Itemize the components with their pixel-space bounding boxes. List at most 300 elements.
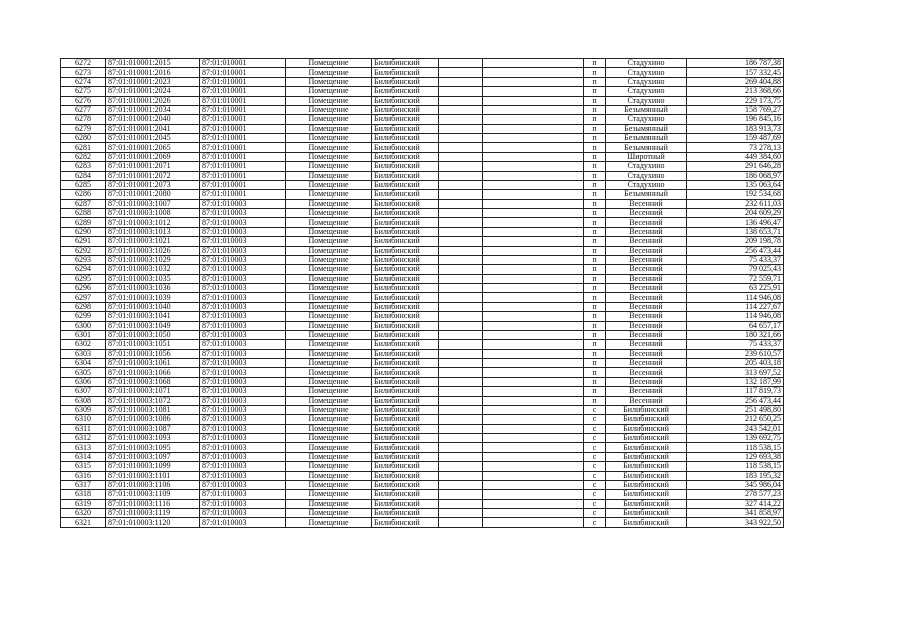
table-row (61, 134, 784, 143)
row-number: 6303 (61, 349, 106, 358)
district: Билибинский (372, 162, 439, 171)
empty-cell (439, 265, 483, 274)
district: Билибинский (372, 68, 439, 77)
empty-cell (483, 284, 584, 293)
cadastral-number: 87:01:010003:1049 (106, 321, 200, 330)
empty-cell (483, 415, 584, 424)
row-number: 6314 (61, 452, 106, 461)
table-row (61, 424, 784, 433)
cadastral-quarter: 87:01:010003 (200, 349, 286, 358)
cadastral-number: 87:01:010003:1068 (106, 377, 200, 386)
table-row (61, 518, 784, 527)
district: Билибинский (372, 368, 439, 377)
empty-cell (483, 209, 584, 218)
table-row (61, 237, 784, 246)
cadastral-number: 87:01:010003:1120 (106, 518, 200, 527)
empty-cell (439, 359, 483, 368)
settlement-name: Билибинский (606, 443, 687, 452)
settlement-type: с (584, 434, 606, 443)
settlement-name: Безымянный (606, 190, 687, 199)
empty-cell (439, 152, 483, 161)
settlement-name: Весенний (606, 237, 687, 246)
cadastral-value: 132 187,99 (687, 377, 784, 386)
table-row (61, 415, 784, 424)
row-number: 6310 (61, 415, 106, 424)
cadastral-number: 87:01:010003:1119 (106, 509, 200, 518)
empty-cell (439, 274, 483, 283)
cadastral-number: 87:01:010003:1032 (106, 265, 200, 274)
cadastral-quarter: 87:01:010003 (200, 255, 286, 264)
object-type: Помещение (286, 396, 372, 405)
district: Билибинский (372, 312, 439, 321)
cadastral-quarter: 87:01:010003 (200, 321, 286, 330)
cadastral-value: 180 321,66 (687, 330, 784, 339)
object-type: Помещение (286, 443, 372, 452)
district: Билибинский (372, 246, 439, 255)
cadastral-number: 87:01:010001:2016 (106, 68, 200, 77)
empty-cell (483, 490, 584, 499)
district: Билибинский (372, 321, 439, 330)
empty-cell (439, 452, 483, 461)
cadastral-value: 256 473,44 (687, 246, 784, 255)
cadastral-quarter: 87:01:010003 (200, 218, 286, 227)
cadastral-value: 229 173,75 (687, 96, 784, 105)
settlement-name: Билибинский (606, 424, 687, 433)
empty-cell (439, 105, 483, 114)
empty-cell (483, 171, 584, 180)
row-number: 6277 (61, 105, 106, 114)
row-number: 6281 (61, 143, 106, 152)
object-type: Помещение (286, 359, 372, 368)
cadastral-value: 345 986,04 (687, 480, 784, 489)
empty-cell (439, 246, 483, 255)
empty-cell (439, 424, 483, 433)
table-row (61, 96, 784, 105)
row-number: 6305 (61, 368, 106, 377)
settlement-type: п (584, 321, 606, 330)
table-row (61, 59, 784, 68)
table-row (61, 115, 784, 124)
cadastral-quarter: 87:01:010001 (200, 77, 286, 86)
empty-cell (483, 227, 584, 236)
settlement-name: Широтный (606, 152, 687, 161)
object-type: Помещение (286, 480, 372, 489)
empty-cell (439, 190, 483, 199)
settlement-type: п (584, 237, 606, 246)
empty-cell (439, 237, 483, 246)
table-row (61, 471, 784, 480)
row-number: 6274 (61, 77, 106, 86)
settlement-name: Весенний (606, 293, 687, 302)
empty-cell (439, 330, 483, 339)
empty-cell (439, 284, 483, 293)
empty-cell (483, 462, 584, 471)
row-number: 6293 (61, 255, 106, 264)
cadastral-number: 87:01:010003:1101 (106, 471, 200, 480)
row-number: 6284 (61, 171, 106, 180)
cadastral-quarter: 87:01:010003 (200, 330, 286, 339)
object-type: Помещение (286, 274, 372, 283)
cadastral-quarter: 87:01:010001 (200, 115, 286, 124)
settlement-type: с (584, 499, 606, 508)
empty-cell (483, 255, 584, 264)
district: Билибинский (372, 190, 439, 199)
row-number: 6280 (61, 134, 106, 143)
table-row (61, 452, 784, 461)
cadastral-value: 138 653,71 (687, 227, 784, 236)
empty-cell (439, 209, 483, 218)
object-type: Помещение (286, 59, 372, 68)
cadastral-quarter: 87:01:010001 (200, 152, 286, 161)
empty-cell (483, 312, 584, 321)
empty-cell (483, 265, 584, 274)
empty-cell (483, 115, 584, 124)
cadastral-value: 186 068,97 (687, 171, 784, 180)
settlement-name: Весенний (606, 284, 687, 293)
empty-cell (483, 368, 584, 377)
settlement-type: п (584, 77, 606, 86)
cadastral-value: 327 414,22 (687, 499, 784, 508)
row-number: 6302 (61, 340, 106, 349)
cadastral-number: 87:01:010003:1087 (106, 424, 200, 433)
settlement-name: Весенний (606, 209, 687, 218)
district: Билибинский (372, 265, 439, 274)
cadastral-number: 87:01:010001:2045 (106, 134, 200, 143)
row-number: 6297 (61, 293, 106, 302)
cadastral-quarter: 87:01:010003 (200, 387, 286, 396)
table-row (61, 265, 784, 274)
table-row (61, 434, 784, 443)
cadastral-number: 87:01:010001:2023 (106, 77, 200, 86)
cadastral-number: 87:01:010003:1035 (106, 274, 200, 283)
settlement-name: Стадухино (606, 180, 687, 189)
settlement-name: Билибинский (606, 462, 687, 471)
object-type: Помещение (286, 312, 372, 321)
object-type: Помещение (286, 255, 372, 264)
settlement-type: п (584, 152, 606, 161)
district: Билибинский (372, 462, 439, 471)
object-type: Помещение (286, 321, 372, 330)
object-type: Помещение (286, 134, 372, 143)
cadastral-quarter: 87:01:010003 (200, 265, 286, 274)
empty-cell (483, 77, 584, 86)
table-row (61, 387, 784, 396)
table-row (61, 368, 784, 377)
cadastral-number: 87:01:010003:1056 (106, 349, 200, 358)
empty-cell (483, 237, 584, 246)
table-row (61, 87, 784, 96)
empty-cell (439, 77, 483, 86)
settlement-type: п (584, 162, 606, 171)
district: Билибинский (372, 424, 439, 433)
row-number: 6278 (61, 115, 106, 124)
object-type: Помещение (286, 124, 372, 133)
empty-cell (439, 68, 483, 77)
settlement-name: Билибинский (606, 452, 687, 461)
cadastral-number: 87:01:010003:1086 (106, 415, 200, 424)
object-type: Помещение (286, 96, 372, 105)
settlement-type: п (584, 115, 606, 124)
object-type: Помещение (286, 162, 372, 171)
row-number: 6282 (61, 152, 106, 161)
settlement-name: Билибинский (606, 471, 687, 480)
settlement-type: п (584, 302, 606, 311)
cadastral-quarter: 87:01:010003 (200, 518, 286, 527)
row-number: 6290 (61, 227, 106, 236)
row-number: 6292 (61, 246, 106, 255)
row-number: 6279 (61, 124, 106, 133)
settlement-name: Билибинский (606, 490, 687, 499)
cadastral-quarter: 87:01:010003 (200, 274, 286, 283)
cadastral-number: 87:01:010001:2065 (106, 143, 200, 152)
settlement-name: Весенний (606, 387, 687, 396)
cadastral-table (60, 58, 784, 528)
cadastral-quarter: 87:01:010003 (200, 509, 286, 518)
row-number: 6285 (61, 180, 106, 189)
cadastral-number: 87:01:010001:2080 (106, 190, 200, 199)
cadastral-value: 449 384,60 (687, 152, 784, 161)
settlement-name: Безымянный (606, 143, 687, 152)
cadastral-value: 186 787,38 (687, 59, 784, 68)
row-number: 6320 (61, 509, 106, 518)
settlement-name: Стадухино (606, 115, 687, 124)
empty-cell (483, 293, 584, 302)
cadastral-value: 129 693,38 (687, 452, 784, 461)
cadastral-quarter: 87:01:010003 (200, 452, 286, 461)
empty-cell (483, 124, 584, 133)
object-type: Помещение (286, 405, 372, 414)
settlement-type: п (584, 199, 606, 208)
settlement-type: п (584, 87, 606, 96)
district: Билибинский (372, 415, 439, 424)
row-number: 6276 (61, 96, 106, 105)
table-row (61, 255, 784, 264)
row-number: 6295 (61, 274, 106, 283)
settlement-type: п (584, 190, 606, 199)
object-type: Помещение (286, 415, 372, 424)
empty-cell (439, 218, 483, 227)
cadastral-quarter: 87:01:010003 (200, 405, 286, 414)
row-number: 6272 (61, 59, 106, 68)
cadastral-value: 75 433,37 (687, 340, 784, 349)
cadastral-number: 87:01:010003:1097 (106, 452, 200, 461)
object-type: Помещение (286, 199, 372, 208)
table-row (61, 152, 784, 161)
cadastral-quarter: 87:01:010001 (200, 96, 286, 105)
empty-cell (483, 190, 584, 199)
row-number: 6289 (61, 218, 106, 227)
empty-cell (483, 480, 584, 489)
empty-cell (439, 59, 483, 68)
settlement-type: п (584, 59, 606, 68)
cadastral-quarter: 87:01:010003 (200, 480, 286, 489)
cadastral-quarter: 87:01:010003 (200, 312, 286, 321)
settlement-name: Весенний (606, 227, 687, 236)
cadastral-number: 87:01:010003:1012 (106, 218, 200, 227)
empty-cell (483, 443, 584, 452)
settlement-type: п (584, 255, 606, 264)
district: Билибинский (372, 96, 439, 105)
settlement-name: Весенний (606, 246, 687, 255)
settlement-type: с (584, 490, 606, 499)
district: Билибинский (372, 105, 439, 114)
cadastral-number: 87:01:010001:2026 (106, 96, 200, 105)
cadastral-number: 87:01:010001:2024 (106, 87, 200, 96)
empty-cell (439, 377, 483, 386)
district: Билибинский (372, 255, 439, 264)
cadastral-value: 114 227,67 (687, 302, 784, 311)
table-row (61, 227, 784, 236)
row-number: 6312 (61, 434, 106, 443)
empty-cell (483, 340, 584, 349)
settlement-type: п (584, 218, 606, 227)
district: Билибинский (372, 209, 439, 218)
row-number: 6317 (61, 480, 106, 489)
row-number: 6319 (61, 499, 106, 508)
empty-cell (439, 134, 483, 143)
cadastral-number: 87:01:010001:2034 (106, 105, 200, 114)
cadastral-value: 73 278,13 (687, 143, 784, 152)
cadastral-value: 72 559,71 (687, 274, 784, 283)
empty-cell (439, 312, 483, 321)
table-row (61, 199, 784, 208)
district: Билибинский (372, 359, 439, 368)
settlement-name: Стадухино (606, 77, 687, 86)
settlement-name: Весенний (606, 218, 687, 227)
settlement-type: п (584, 143, 606, 152)
cadastral-value: 251 498,80 (687, 405, 784, 414)
district: Билибинский (372, 152, 439, 161)
cadastral-value: 269 404,88 (687, 77, 784, 86)
empty-cell (483, 143, 584, 152)
cadastral-value: 209 198,78 (687, 237, 784, 246)
empty-cell (439, 321, 483, 330)
district: Билибинский (372, 452, 439, 461)
cadastral-number: 87:01:010003:1007 (106, 199, 200, 208)
table-row (61, 462, 784, 471)
settlement-name: Стадухино (606, 96, 687, 105)
row-number: 6311 (61, 424, 106, 433)
cadastral-number: 87:01:010003:1099 (106, 462, 200, 471)
object-type: Помещение (286, 77, 372, 86)
cadastral-quarter: 87:01:010001 (200, 162, 286, 171)
empty-cell (439, 162, 483, 171)
row-number: 6306 (61, 377, 106, 386)
settlement-type: п (584, 293, 606, 302)
empty-cell (439, 349, 483, 358)
district: Билибинский (372, 349, 439, 358)
cadastral-number: 87:01:010003:1039 (106, 293, 200, 302)
empty-cell (439, 171, 483, 180)
object-type: Помещение (286, 302, 372, 311)
object-type: Помещение (286, 387, 372, 396)
empty-cell (483, 396, 584, 405)
object-type: Помещение (286, 87, 372, 96)
cadastral-value: 205 403,18 (687, 359, 784, 368)
object-type: Помещение (286, 246, 372, 255)
object-type: Помещение (286, 434, 372, 443)
empty-cell (483, 105, 584, 114)
district: Билибинский (372, 302, 439, 311)
settlement-name: Весенний (606, 312, 687, 321)
cadastral-quarter: 87:01:010001 (200, 59, 286, 68)
cadastral-quarter: 87:01:010001 (200, 180, 286, 189)
settlement-name: Билибинский (606, 415, 687, 424)
district: Билибинский (372, 396, 439, 405)
empty-cell (439, 499, 483, 508)
cadastral-number: 87:01:010001:2041 (106, 124, 200, 133)
table-row (61, 162, 784, 171)
row-number: 6296 (61, 284, 106, 293)
cadastral-value: 213 368,66 (687, 87, 784, 96)
cadastral-quarter: 87:01:010003 (200, 434, 286, 443)
empty-cell (439, 124, 483, 133)
settlement-name: Стадухино (606, 68, 687, 77)
object-type: Помещение (286, 227, 372, 236)
empty-cell (483, 424, 584, 433)
table-row (61, 302, 784, 311)
empty-cell (483, 405, 584, 414)
row-number: 6315 (61, 462, 106, 471)
settlement-type: с (584, 452, 606, 461)
cadastral-value: 114 946,08 (687, 293, 784, 302)
row-number: 6291 (61, 237, 106, 246)
empty-cell (439, 415, 483, 424)
cadastral-number: 87:01:010001:2073 (106, 180, 200, 189)
cadastral-value: 278 577,23 (687, 490, 784, 499)
cadastral-value: 192 534,68 (687, 190, 784, 199)
district: Билибинский (372, 434, 439, 443)
settlement-type: с (584, 480, 606, 489)
empty-cell (483, 387, 584, 396)
empty-cell (439, 462, 483, 471)
object-type: Помещение (286, 152, 372, 161)
district: Билибинский (372, 490, 439, 499)
empty-cell (439, 480, 483, 489)
cadastral-number: 87:01:010003:1036 (106, 284, 200, 293)
empty-cell (439, 518, 483, 527)
object-type: Помещение (286, 237, 372, 246)
district: Билибинский (372, 405, 439, 414)
table-body (61, 59, 784, 528)
row-number: 6307 (61, 387, 106, 396)
settlement-type: п (584, 312, 606, 321)
settlement-type: п (584, 134, 606, 143)
object-type: Помещение (286, 265, 372, 274)
cadastral-quarter: 87:01:010001 (200, 124, 286, 133)
cadastral-value: 183 195,32 (687, 471, 784, 480)
empty-cell (483, 321, 584, 330)
cadastral-value: 64 657,17 (687, 321, 784, 330)
empty-cell (483, 471, 584, 480)
table-row (61, 209, 784, 218)
cadastral-number: 87:01:010003:1106 (106, 480, 200, 489)
district: Билибинский (372, 293, 439, 302)
district: Билибинский (372, 377, 439, 386)
cadastral-value: 256 473,44 (687, 396, 784, 405)
settlement-type: п (584, 274, 606, 283)
empty-cell (483, 377, 584, 386)
empty-cell (439, 396, 483, 405)
settlement-name: Стадухино (606, 171, 687, 180)
cadastral-number: 87:01:010003:1116 (106, 499, 200, 508)
cadastral-number: 87:01:010003:1013 (106, 227, 200, 236)
settlement-name: Билибинский (606, 518, 687, 527)
cadastral-value: 343 922,50 (687, 518, 784, 527)
settlement-type: п (584, 124, 606, 133)
cadastral-quarter: 87:01:010003 (200, 490, 286, 499)
cadastral-number: 87:01:010003:1081 (106, 405, 200, 414)
